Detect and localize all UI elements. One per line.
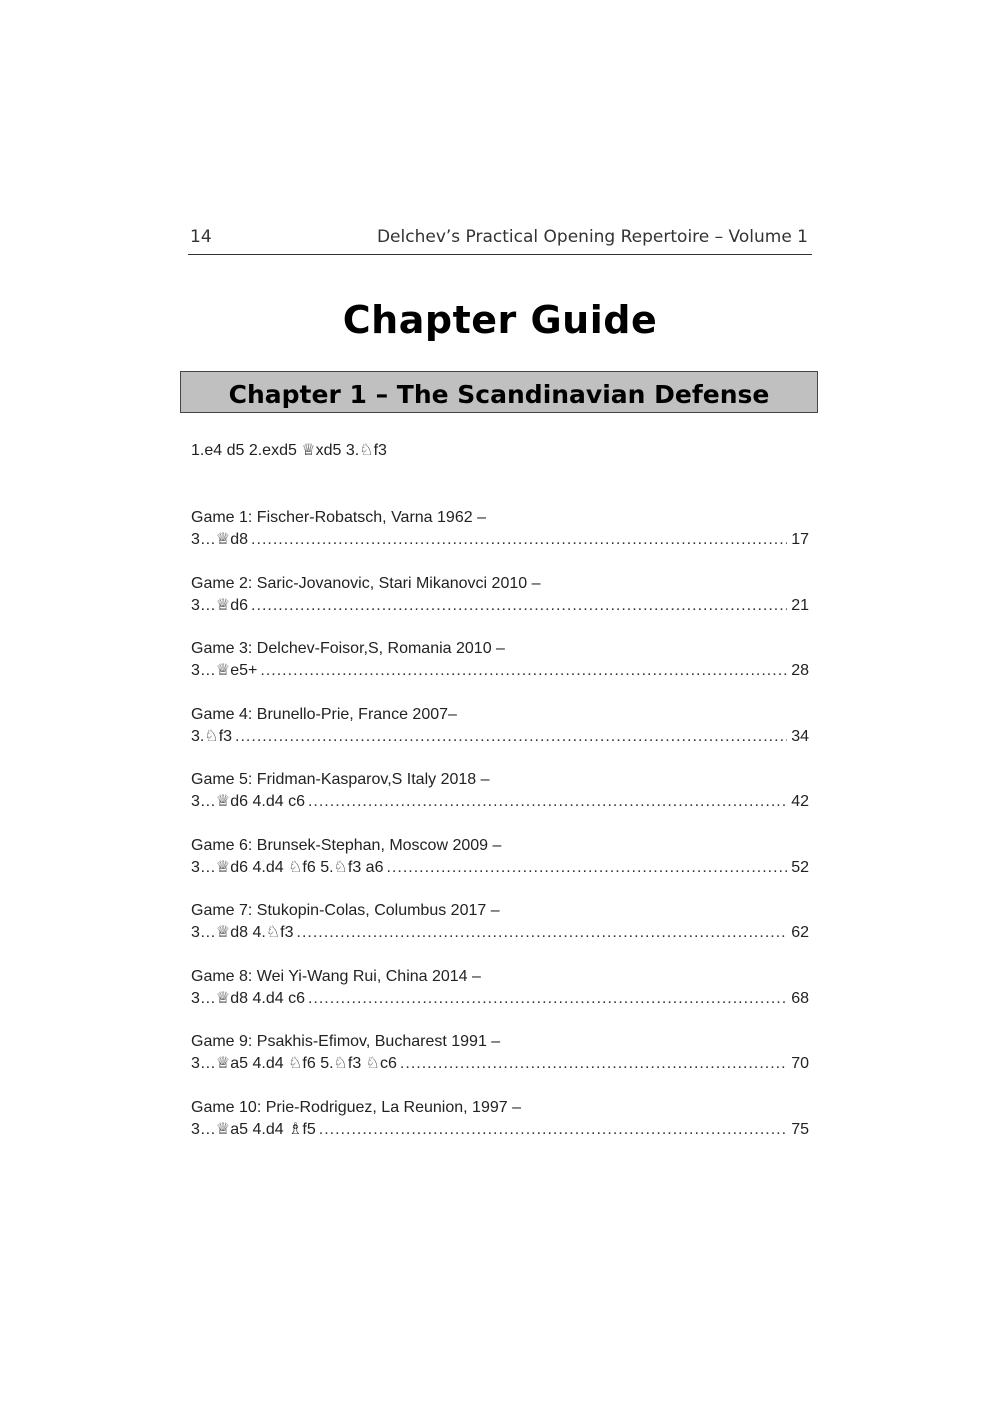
toc-line xyxy=(191,1053,809,1075)
game-moves: 3…♕d6 xyxy=(191,596,249,614)
game-title: Game 9: Psakhis-Efimov, Bucharest 1991 – xyxy=(191,1033,501,1050)
game-title: Game 3: Delchev-Foisor,S, Romania 2010 – xyxy=(191,640,505,657)
game-title: Game 7: Stukopin-Colas, Columbus 2017 – xyxy=(191,902,500,919)
dot-leader xyxy=(251,595,787,617)
game-page-number: 68 xyxy=(791,989,809,1007)
chapter-heading: Chapter 1 – The Scandinavian Defense xyxy=(180,371,818,413)
toc-line xyxy=(191,726,809,748)
table-of-contents xyxy=(191,507,809,1162)
toc-entry[interactable] xyxy=(191,507,809,573)
page-number: 14 xyxy=(190,227,212,247)
toc-line xyxy=(191,857,809,879)
game-title: Game 10: Prie-Rodriguez, La Reunion, 1997 – xyxy=(191,1098,521,1116)
toc-line xyxy=(191,595,809,617)
dot-leader xyxy=(386,857,787,879)
game-moves: 3…♕d8 4.♘f3 xyxy=(191,924,294,941)
game-page-number: 17 xyxy=(791,531,809,548)
game-page-number: 34 xyxy=(791,727,809,745)
toc-entry[interactable] xyxy=(191,573,809,639)
game-page-number: 75 xyxy=(791,1120,809,1138)
game-moves: 3…♕d6 4.d4 c6 xyxy=(191,793,305,810)
dot-leader xyxy=(260,660,787,682)
toc-line xyxy=(191,922,809,944)
game-page-number: 21 xyxy=(791,596,809,614)
page-title: Chapter Guide xyxy=(342,298,658,342)
game-moves: 3…♕d8 4.d4 c6 xyxy=(191,989,305,1007)
running-header xyxy=(188,224,812,255)
toc-line xyxy=(191,660,809,682)
game-page-number: 62 xyxy=(791,924,809,941)
game-title: Game 8: Wei Yi-Wang Rui, China 2014 – xyxy=(191,967,481,985)
toc-line xyxy=(191,529,809,551)
game-page-number: 70 xyxy=(791,1055,809,1072)
game-moves: 3…♕d8 xyxy=(191,531,249,548)
dot-leader xyxy=(297,922,788,944)
toc-line xyxy=(191,791,809,813)
game-title: Game 5: Fridman-Kasparov,S Italy 2018 – xyxy=(191,771,490,788)
chapter-main-line: 1.e4 d5 2.exd5 ♕xd5 3.♘f3 xyxy=(191,442,387,459)
game-moves: 3…♕e5+ xyxy=(191,662,258,679)
toc-entry[interactable] xyxy=(191,900,809,966)
book-title: Delchev’s Practical Opening Repertoire – Volume 1 xyxy=(376,227,808,247)
toc-entry[interactable] xyxy=(191,1097,809,1163)
toc-entry[interactable] xyxy=(191,704,809,770)
game-moves: 3.♘f3 xyxy=(191,727,233,745)
toc-entry[interactable] xyxy=(191,638,809,704)
game-page-number: 28 xyxy=(791,662,809,679)
game-title: Game 1: Fischer-Robatsch, Varna 1962 – xyxy=(191,509,486,526)
toc-entry[interactable] xyxy=(191,1031,809,1097)
dot-leader xyxy=(251,529,787,551)
game-title: Game 4: Brunello-Prie, France 2007– xyxy=(191,705,457,723)
dot-leader xyxy=(308,988,787,1010)
game-page-number: 52 xyxy=(791,858,809,876)
toc-line xyxy=(191,988,809,1010)
game-page-number: 42 xyxy=(791,793,809,810)
game-title: Game 6: Brunsek-Stephan, Moscow 2009 – xyxy=(191,836,502,854)
game-moves: 3…♕a5 4.d4 ♗f5 xyxy=(191,1120,316,1138)
toc-entry[interactable] xyxy=(191,966,809,1032)
dot-leader xyxy=(319,1119,787,1141)
toc-line xyxy=(191,1119,809,1141)
toc-entry[interactable] xyxy=(191,769,809,835)
dot-leader xyxy=(235,726,787,748)
game-moves: 3…♕d6 4.d4 ♘f6 5.♘f3 a6 xyxy=(191,858,384,876)
toc-entry[interactable] xyxy=(191,835,809,901)
game-moves: 3…♕a5 4.d4 ♘f6 5.♘f3 ♘c6 xyxy=(191,1055,397,1072)
game-title: Game 2: Saric-Jovanovic, Stari Mikanovci 2010 – xyxy=(191,574,541,592)
dot-leader xyxy=(400,1053,787,1075)
dot-leader xyxy=(308,791,787,813)
